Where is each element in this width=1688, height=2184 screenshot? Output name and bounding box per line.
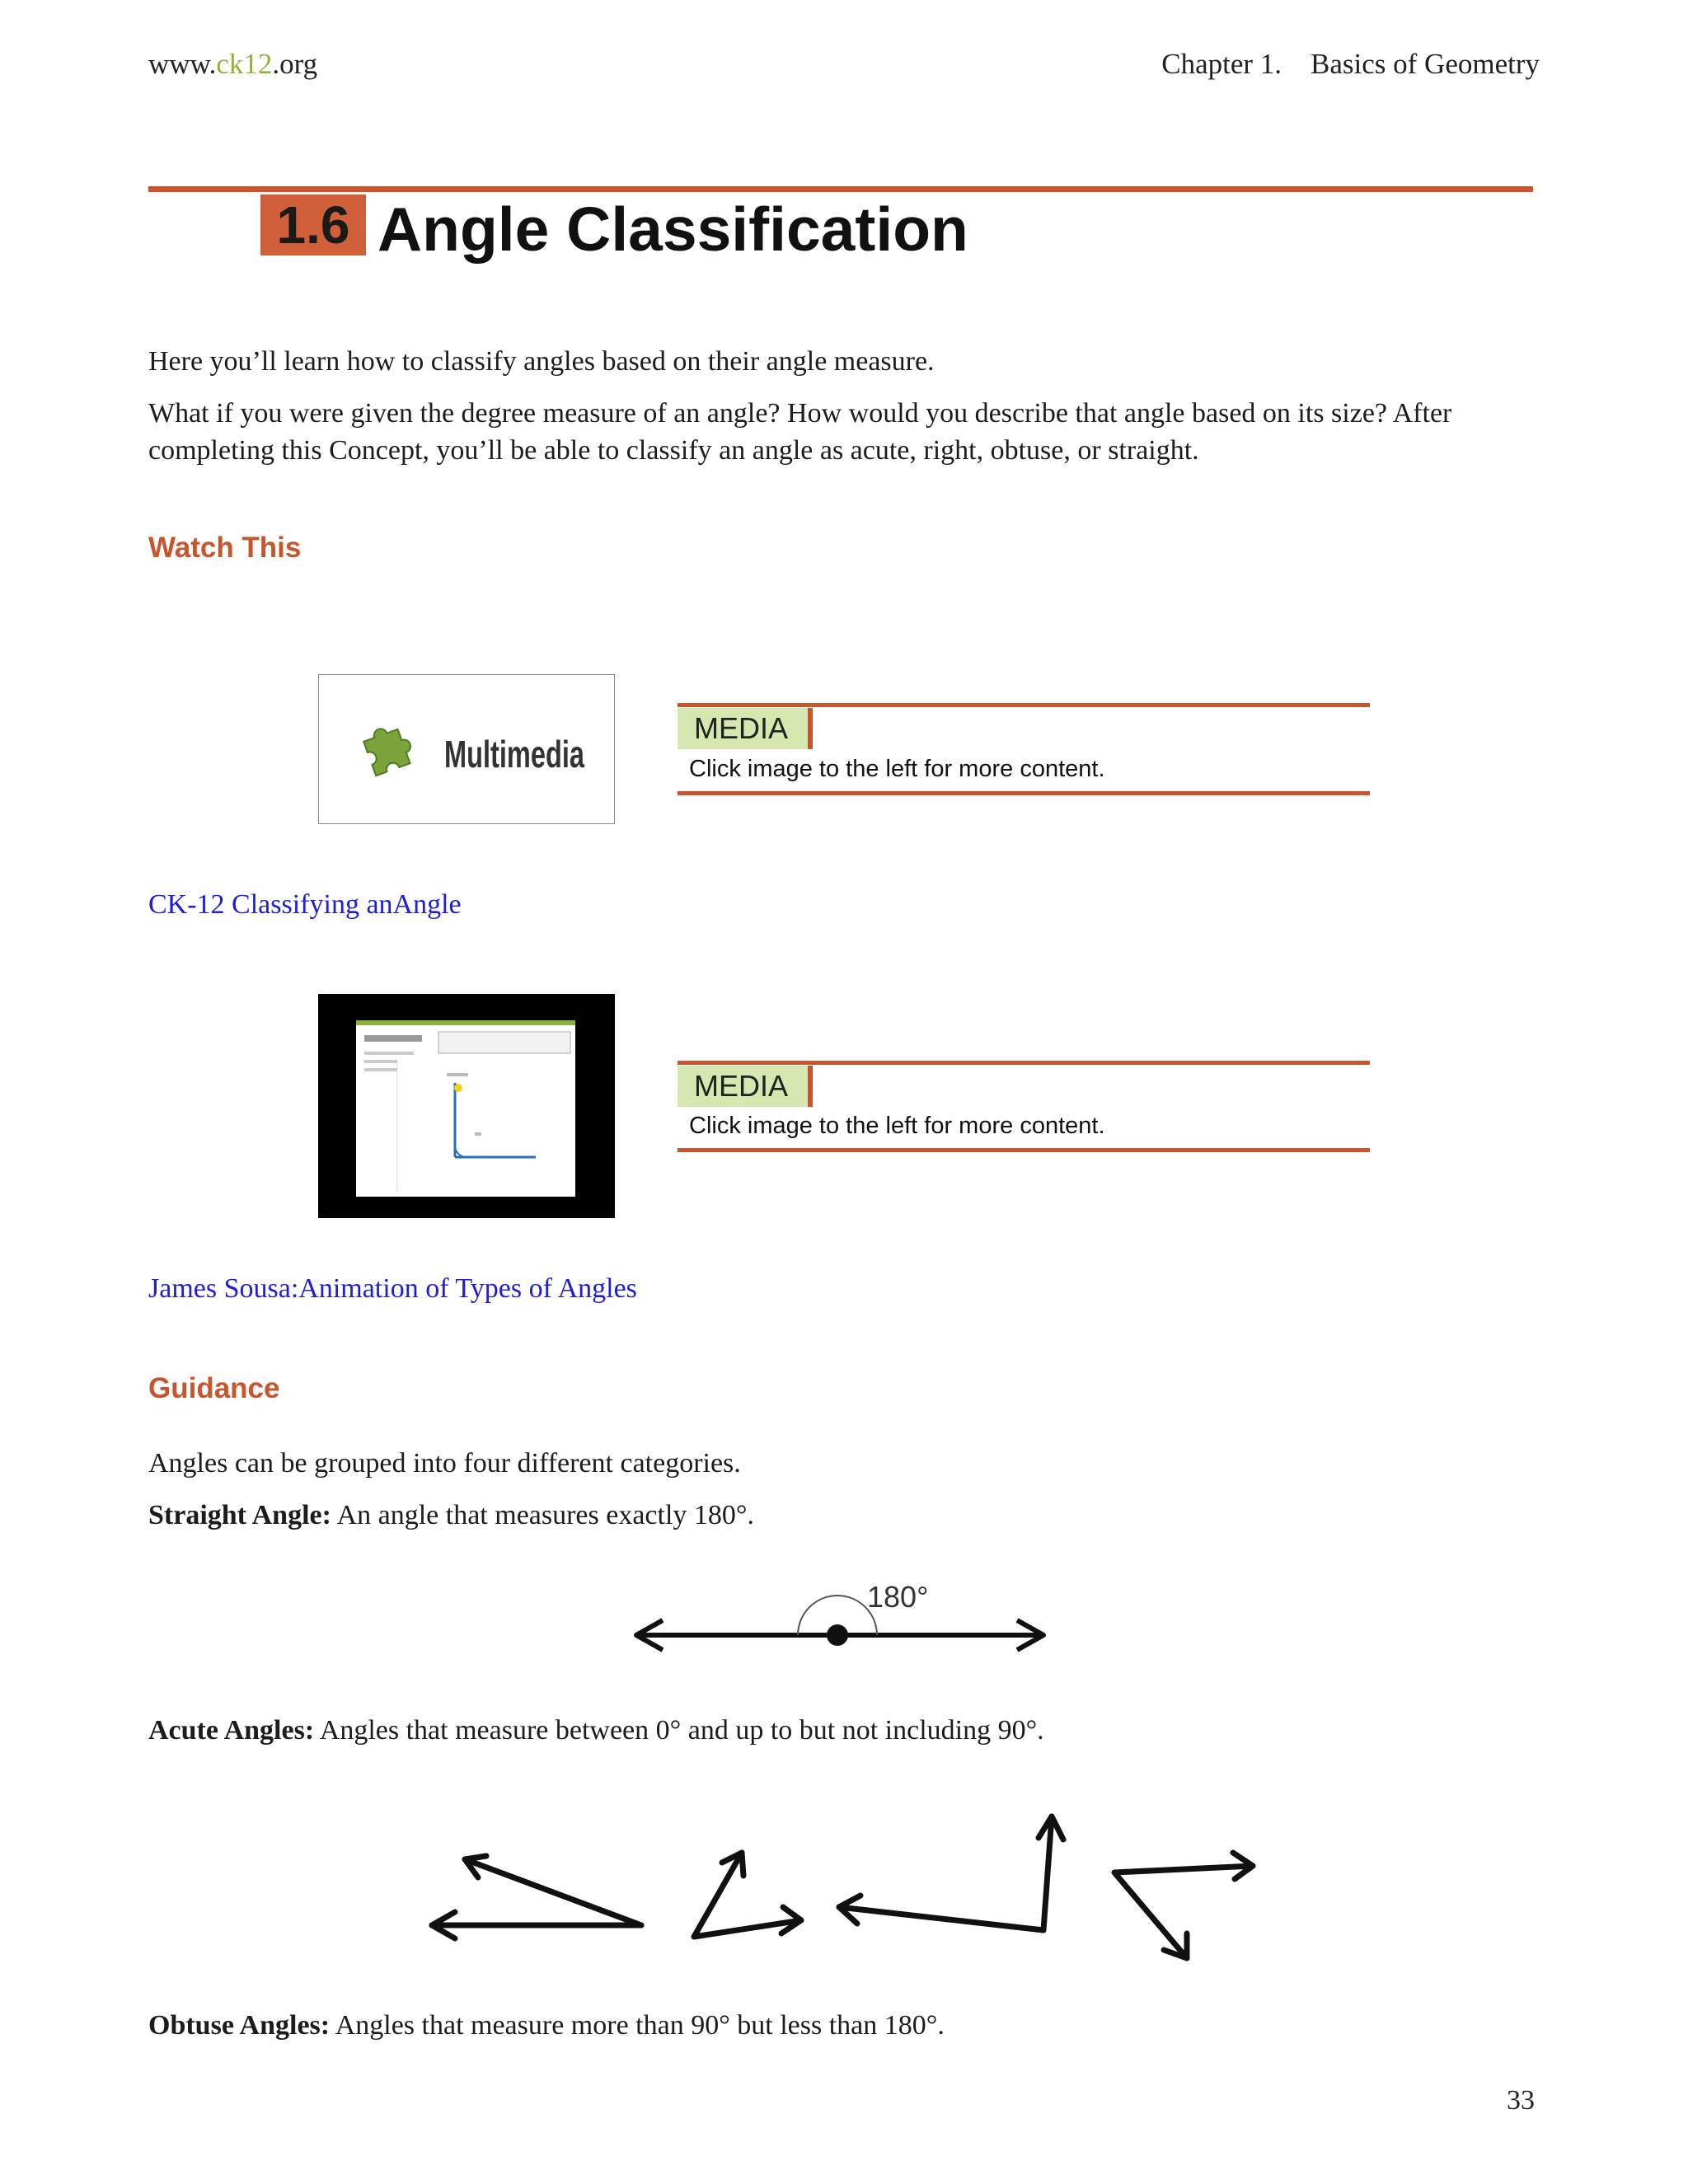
page-number: 33 [1507,2085,1535,2116]
media-rule-top [678,703,1370,707]
intro-paragraph: What if you were given the degree measure of an angle? How would you describe that angle based on its size? After completing this Concept, you’ll be able to classify an angle as acute, right, obtuse, or straight. [148,398,1452,466]
watch-heading: Watch This [148,532,302,564]
video-preview-icon [318,994,615,1218]
angle-label: 180° [867,1580,929,1614]
puzzle-icon [319,675,614,823]
media-label: MEDIA [678,1066,813,1107]
multimedia-thumbnail[interactable] [318,674,615,824]
media-rule-bottom [678,791,1370,795]
page-title: Angle Classification [377,194,968,264]
video-thumbnail[interactable] [318,994,615,1218]
media-link-classifying[interactable]: CK-12 Classifying anAngle [148,889,462,920]
media-rule-bottom [678,1148,1370,1152]
media-rule-top [678,1061,1370,1065]
guidance-intro: Angles can be grouped into four different categories. [148,1448,741,1479]
obtuse-angle-definition: Obtuse Angles: Angles that measure more than 90° but less than 180°. [148,2010,945,2041]
media-caption: Click image to the left for more content. [689,1113,1105,1139]
acute-angles-figure [412,1797,1269,1961]
site-url: www.ck12.org [148,48,318,80]
media-link-sousa[interactable]: James Sousa:Animation of Types of Angles [148,1273,637,1304]
guidance-heading: Guidance [148,1372,280,1404]
media-label: MEDIA [678,708,813,749]
straight-angle-definition: Straight Angle: An angle that measures exactly 180°. [148,1500,755,1530]
multimedia-text: Multimedia [444,733,585,776]
section-number: 1.6 [260,194,366,255]
chapter-title: Chapter 1. Basics of Geometry [1161,48,1540,80]
intro-line: Here you’ll learn how to classify angles based on their angle measure. [148,346,935,377]
straight-angle-figure [626,1572,1055,1665]
media-caption: Click image to the left for more content. [689,756,1105,782]
site-brand: ck12 [216,48,273,80]
acute-angle-definition: Acute Angles: Angles that measure between 0° and up to but not including 90°. [148,1715,1044,1746]
